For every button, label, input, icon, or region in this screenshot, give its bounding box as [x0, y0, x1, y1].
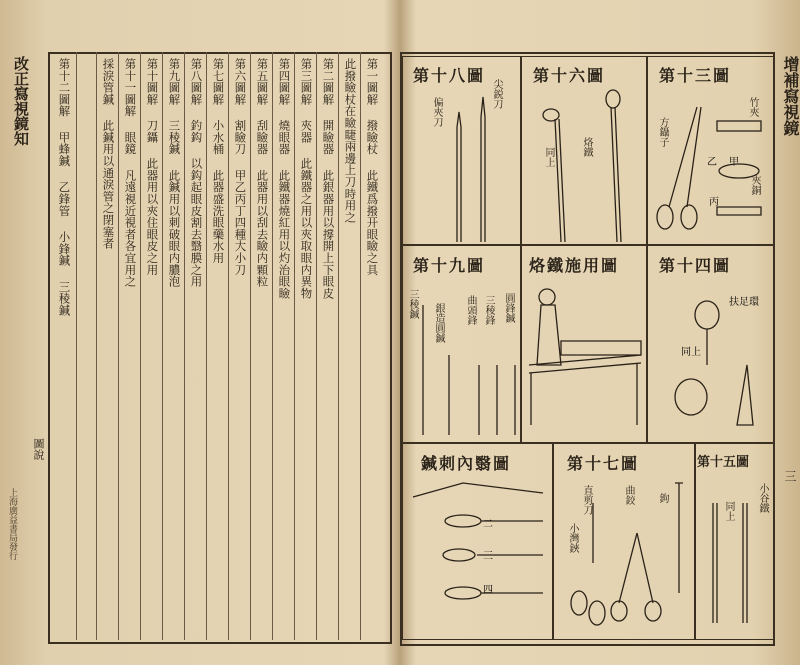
text-column: 第三圖解 夾器 此鐵器之用以夾取眼内異物 — [299, 58, 314, 300]
needling-panel — [402, 442, 554, 640]
figure-caption: 第十三圖 — [659, 66, 732, 85]
figure-label: 夾銅 — [749, 175, 760, 195]
figure-label: 三稜鍼 — [407, 289, 418, 319]
text-column: 第七圖解 小水桶 此器盛洗眼藥水用 — [211, 58, 226, 264]
figure-label: 甲 — [729, 157, 739, 168]
ring-tool-illustration — [647, 245, 773, 443]
figure-label: 偏夾刀 — [431, 97, 442, 127]
cautery-iron-illustration — [521, 57, 647, 245]
figure-label: 曲鉸 — [623, 485, 634, 505]
figure-label: 曲頭鋒 — [465, 295, 476, 325]
figure-13-panel — [646, 56, 774, 246]
figure-label: 直剪刀 — [581, 485, 592, 515]
text-column: 第八圖解 釣鈎 以鈎起眼皮割去翳膜之用 — [189, 58, 204, 288]
figure-caption: 第十四圖 — [659, 256, 732, 275]
figure-label: 丙 — [709, 197, 719, 208]
figure-19-panel — [402, 244, 522, 444]
text-column: 採淚管鍼 此鍼用以通淚管之閉塞者 — [101, 58, 116, 250]
figure-label: 小灣鋏 — [567, 523, 578, 553]
figure-caption: 第十五圖 — [697, 455, 750, 470]
figure-label: 鉤 — [657, 493, 668, 503]
left-page-section: 圖說 — [32, 438, 45, 460]
patient-treatment-illustration — [521, 245, 647, 443]
text-column: 第十圖解 刀鑷 此器用以夾住眼皮之用 — [145, 58, 160, 276]
text-column: 第九圖解 三稜鍼 此鍼用以刺破眼内膿泡 — [167, 58, 182, 288]
needles-illustration — [403, 245, 521, 443]
figure-caption: 烙鐵施用圖 — [529, 256, 620, 275]
figure-caption: 第十七圖 — [567, 454, 640, 473]
text-column: 此撥瞼杖在瞼睫兩邊上刀時用之 — [343, 58, 358, 224]
figure-caption: 第十八圖 — [413, 66, 486, 85]
probe-illustration — [695, 443, 773, 639]
figure-label: 三稜鋒 — [483, 295, 494, 325]
publisher-imprint: 上海廣益書局發行 — [7, 488, 17, 560]
text-column: 第六圖解 割瞼刀 甲乙丙丁四種大小刀 — [233, 58, 248, 276]
text-column: 第二圖解 開瞼器 此銀器用以撐開上下眼皮 — [321, 58, 336, 300]
text-column: 第十二圖解 甲蜂鍼 乙鋒管 小鋒鍼 三稜鍼 — [57, 58, 72, 317]
figure-16-panel — [520, 56, 648, 246]
text-column: 第十一圖解 眼鏡 凡遠視近視者各宜用之 — [123, 58, 138, 288]
figure-18-panel — [402, 56, 522, 246]
figure-label: 乙 — [707, 157, 717, 168]
right-page-title: 增補寫視鏡 — [781, 56, 800, 136]
figure-label: 方鑷子 — [657, 117, 668, 147]
figure-label: 烙鐵 — [581, 137, 592, 157]
figure-label: 同上 — [543, 147, 554, 167]
figure-label: 四 — [483, 585, 493, 596]
scalpel-illustration — [403, 57, 521, 245]
figure-label: 圓鋒鍼 — [503, 293, 514, 323]
figure-label: 同上 — [723, 501, 734, 521]
figure-label: 小谷鐵 — [757, 483, 768, 513]
figure-caption: 第十六圖 — [533, 66, 606, 85]
forceps-illustration — [647, 57, 773, 245]
figure-label: 竹夾 — [747, 97, 758, 117]
page-number: 三 — [783, 470, 797, 482]
text-column: 第四圖解 燒眼器 此鐵器燒紅用以灼治眼瞼 — [277, 58, 292, 300]
figure-label: 同上 — [681, 347, 701, 358]
cautery-use-panel — [520, 244, 648, 444]
figure-17-panel — [552, 442, 696, 640]
left-page-title: 改正寫視鏡知 — [12, 56, 30, 146]
figure-caption: 鍼刺內翳圖 — [421, 454, 512, 473]
figure-label: 扶足環 — [729, 297, 759, 308]
figure-label: 銀造圓鍼 — [433, 303, 444, 343]
eye-needling-illustration — [403, 443, 553, 639]
scissors-illustration — [553, 443, 695, 639]
figure-caption: 第十九圖 — [413, 256, 486, 275]
figure-15-panel — [694, 442, 774, 640]
left-page — [0, 0, 398, 665]
figure-label: 三 — [483, 551, 493, 562]
right-page — [398, 0, 800, 665]
text-columns — [0, 0, 398, 665]
figure-label: 尖鋭刀 — [491, 79, 502, 109]
text-column: 第一圖解 撥瞼杖 此鐵爲撥开眼瞼之具 — [365, 58, 380, 276]
figure-label: 二 — [483, 519, 493, 530]
text-column: 第五圖解 刮瞼器 此器用以刮去瞼内顆粒 — [255, 58, 270, 288]
figure-14-panel — [646, 244, 774, 444]
